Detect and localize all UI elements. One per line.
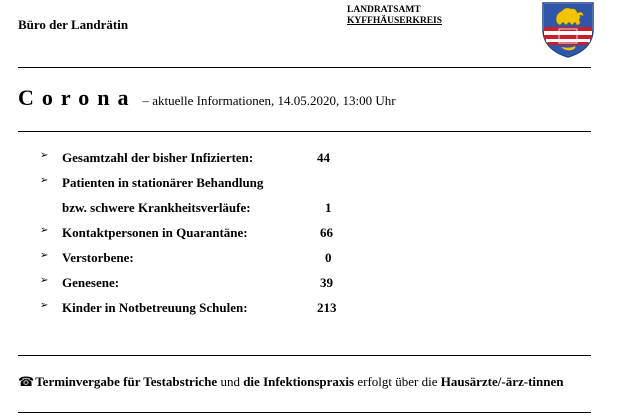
authority-name (347, 5, 442, 27)
authority-line-2: KYFFHÄUSERKREIS (347, 16, 443, 26)
top-divider (18, 67, 591, 68)
stat-value: 66 (320, 225, 333, 240)
telephone-icon: ☎ (18, 375, 35, 390)
authority-line-1: LANDRATSAMT (347, 5, 421, 15)
footer-doctors-text: Hausärzte/-ärz-tinnen (440, 374, 564, 389)
arrow-bullet-icon: ➢ (40, 275, 49, 286)
headline (18, 85, 396, 111)
stat-value: 213 (317, 300, 337, 315)
arrow-bullet-icon: ➢ (40, 175, 49, 186)
stat-value: 39 (320, 275, 333, 290)
office-title: Büro der Landrätin (18, 17, 129, 32)
footer-connector-1: und (217, 374, 244, 389)
stat-value: 44 (317, 150, 330, 165)
stat-label: Kinder in Notbetreuung Schulen: (62, 300, 248, 315)
stat-label: Genesene: (62, 275, 120, 290)
stats-divider (18, 355, 591, 356)
stat-label: Verstorbene: (62, 250, 134, 265)
footer-connector-2: erfolgt über die (354, 374, 441, 389)
arrow-bullet-icon: ➢ (40, 225, 49, 236)
stat-label: Kontaktpersonen in Quarantäne: (62, 225, 248, 240)
footer-practice-text: die Infektionspraxis (243, 374, 355, 389)
coat-of-arms-icon (537, 1, 599, 58)
headline-divider (18, 131, 591, 132)
stat-label: bzw. schwere Krankheitsverläufe: (62, 200, 251, 215)
stat-label: Gesamtzahl der bisher Infizierten: (62, 150, 254, 165)
footer-testing-text: Terminvergabe für Testabstriche (35, 374, 218, 389)
footer-note (18, 369, 608, 395)
arrow-bullet-icon: ➢ (40, 250, 49, 261)
stat-value: 1 (325, 200, 332, 215)
headline-subtitle: – aktuelle Informationen, 14.05.2020, 13:00 Uhr (142, 93, 396, 108)
stat-label: Patienten in stationärer Behandlung (62, 175, 264, 190)
stat-value: 0 (325, 250, 332, 265)
arrow-bullet-icon: ➢ (40, 150, 49, 161)
headline-title: Corona (18, 85, 137, 110)
bottom-divider (18, 412, 591, 413)
arrow-bullet-icon: ➢ (40, 300, 49, 311)
